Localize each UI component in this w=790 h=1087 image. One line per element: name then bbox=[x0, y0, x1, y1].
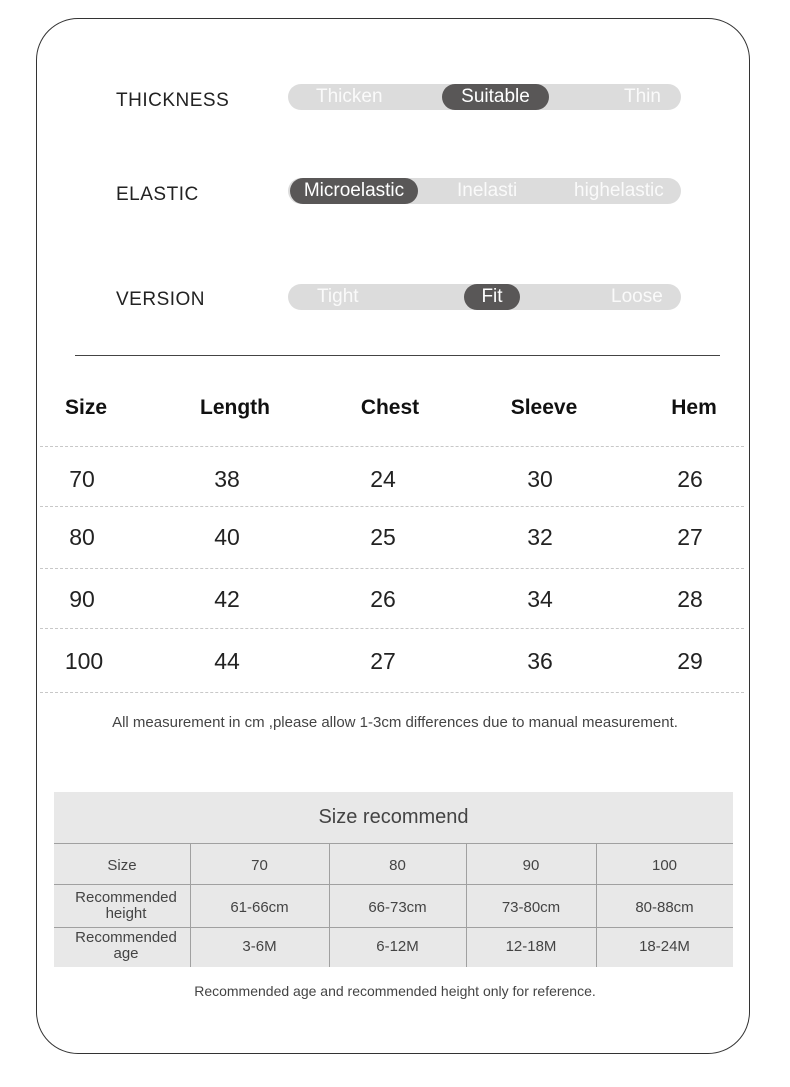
table-cell: 25 bbox=[370, 524, 396, 550]
version-scale bbox=[288, 284, 681, 310]
rec-row-label-age: Recommended age bbox=[75, 929, 177, 962]
table-cell: 29 bbox=[677, 648, 703, 674]
header-hem: Hem bbox=[671, 396, 717, 419]
row-divider bbox=[40, 692, 744, 693]
rec-cell: 61-66cm bbox=[230, 899, 289, 916]
table-cell: 27 bbox=[370, 648, 396, 674]
header-chest: Chest bbox=[360, 396, 420, 419]
rec-cell: 66-73cm bbox=[368, 899, 427, 916]
rec-row-label-size: Size bbox=[107, 857, 137, 874]
rec-cell: 3-6M bbox=[242, 938, 277, 955]
table-cell: 42 bbox=[214, 586, 240, 612]
version-option-fit-selected: Fit bbox=[464, 284, 520, 310]
table-rule bbox=[54, 884, 733, 885]
version-option-tight: Tight bbox=[317, 286, 359, 307]
table-cell: 90 bbox=[69, 586, 95, 612]
table-cell: 44 bbox=[214, 648, 240, 674]
table-cell: 100 bbox=[64, 648, 104, 674]
table-cell: 36 bbox=[527, 648, 553, 674]
header-length: Length bbox=[200, 396, 270, 419]
section-divider bbox=[75, 355, 720, 356]
rec-cell: 6-12M bbox=[376, 938, 419, 955]
header-size: Size bbox=[64, 396, 108, 419]
table-cell: 30 bbox=[527, 466, 553, 492]
rec-cell: 80-88cm bbox=[635, 899, 694, 916]
elastic-scale bbox=[288, 178, 681, 204]
table-cell: 38 bbox=[214, 466, 240, 492]
rec-cell: 80 bbox=[389, 857, 406, 874]
row-divider bbox=[40, 446, 744, 447]
elastic-label: ELASTIC bbox=[116, 184, 199, 205]
table-cell: 24 bbox=[370, 466, 396, 492]
thickness-option-thicken: Thicken bbox=[316, 86, 383, 107]
version-label: VERSION bbox=[116, 289, 206, 310]
rec-cell: 70 bbox=[251, 857, 268, 874]
rec-cell: 90 bbox=[522, 857, 540, 874]
table-rule bbox=[54, 843, 733, 844]
rec-row-label-height: Recommended height bbox=[75, 889, 177, 922]
thickness-option-suitable-selected: Suitable bbox=[442, 84, 549, 110]
reference-note: Recommended age and recommended height only for reference. bbox=[194, 983, 596, 999]
table-cell: 34 bbox=[527, 586, 553, 612]
table-cell: 26 bbox=[370, 586, 396, 612]
table-cell: 27 bbox=[677, 524, 703, 550]
row-divider bbox=[40, 568, 744, 569]
thickness-label: THICKNESS bbox=[116, 90, 230, 111]
row-divider bbox=[40, 628, 744, 629]
rec-cell: 18-24M bbox=[639, 938, 690, 955]
rec-cell: 100 bbox=[651, 857, 678, 874]
table-cell: 80 bbox=[69, 524, 95, 550]
row-divider bbox=[40, 506, 744, 507]
table-cell: 26 bbox=[677, 466, 703, 492]
table-rule bbox=[54, 927, 733, 928]
table-cell: 70 bbox=[69, 466, 95, 492]
table-cell: 28 bbox=[677, 586, 703, 612]
thickness-scale bbox=[288, 84, 681, 110]
elastic-option-highelastic: highelastic bbox=[574, 180, 664, 201]
size-recommend-table bbox=[54, 792, 733, 967]
size-recommend-title: Size recommend bbox=[318, 806, 469, 828]
rec-cell: 73-80cm bbox=[501, 899, 561, 916]
thickness-option-thin: Thin bbox=[624, 86, 661, 107]
rec-cell: 12-18M bbox=[505, 938, 557, 955]
version-option-loose: Loose bbox=[611, 286, 663, 307]
header-sleeve: Sleeve bbox=[510, 396, 578, 419]
measurement-note: All measurement in cm ,please allow 1-3cm differences due to manual measurement. bbox=[112, 714, 678, 731]
elastic-option-microelastic-selected: Microelastic bbox=[290, 178, 418, 204]
table-cell: 32 bbox=[527, 524, 553, 550]
table-cell: 40 bbox=[214, 524, 240, 550]
elastic-option-inelasti: Inelasti bbox=[457, 180, 518, 201]
